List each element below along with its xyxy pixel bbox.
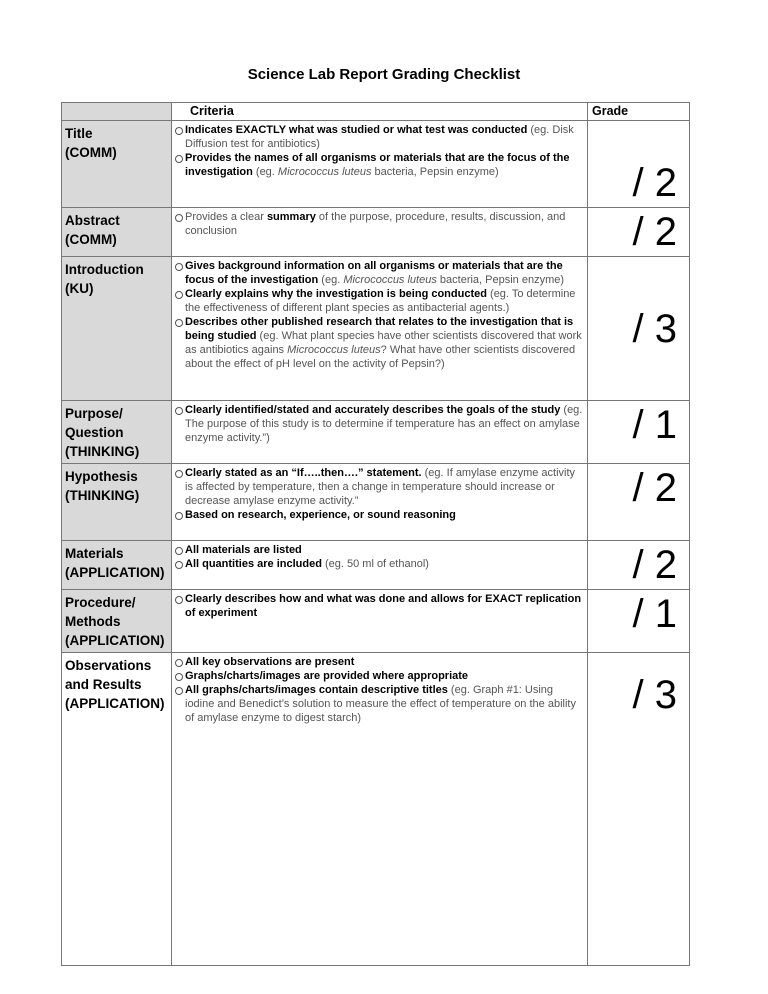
criteria-item — [175, 151, 584, 179]
criteria-item — [175, 669, 584, 683]
grade-score: / 2 — [588, 541, 690, 590]
criteria-text: Provides a clear — [185, 211, 267, 223]
row-label-line: (APPLICATION) — [65, 696, 165, 711]
grading-table — [61, 102, 690, 966]
row-label — [62, 653, 172, 966]
row-label — [62, 541, 172, 590]
criteria-item — [175, 655, 584, 669]
row-label-line: Introduction — [65, 262, 144, 277]
table-row — [62, 208, 690, 257]
row-label-line: Methods — [65, 614, 121, 629]
criteria-cell — [172, 401, 588, 464]
criteria-text: Indicates EXACTLY what was studied or what test was conducted — [185, 124, 528, 136]
grade-score: / 3 — [588, 257, 690, 401]
row-label-line: (COMM) — [65, 145, 117, 160]
criteria-text: (eg. Disk Diffusion test for antibiotics) — [185, 124, 574, 150]
criteria-item — [175, 123, 584, 151]
criteria-text: (eg. What plant species have other scientists discovered that work as antibiotics agains — [185, 330, 582, 356]
criteria-item — [175, 466, 584, 508]
criteria-cell — [172, 121, 588, 208]
grade-score: / 1 — [588, 401, 690, 464]
criteria-text: (eg. Graph #1: Using iodine and Benedict’s solution to measure the effect of temperature on the ability of amylase enzyme to digest starch) — [185, 684, 576, 724]
criteria-text: (eg. — [252, 166, 278, 178]
table-row — [62, 590, 690, 653]
criteria-cell — [172, 590, 588, 653]
row-label — [62, 401, 172, 464]
row-label-line: (KU) — [65, 281, 94, 296]
row-label — [62, 121, 172, 208]
criteria-text: All materials are listed — [185, 544, 302, 556]
criteria-text: All quantities are included — [185, 558, 322, 570]
criteria-text: Clearly describes how and what was done and allows for EXACT replication of experiment — [185, 593, 582, 619]
criteria-text: Micrococcus luteus — [343, 274, 437, 286]
row-label-line: Materials — [65, 546, 124, 561]
criteria-item — [175, 287, 584, 315]
criteria-text: Clearly stated as an “If…..then….” statement. — [185, 467, 422, 479]
criteria-text: bacteria, Pepsin enzyme) — [371, 166, 499, 178]
row-label — [62, 208, 172, 257]
row-label-line: Abstract — [65, 213, 120, 228]
criteria-text: (eg. If amylase enzyme activity is affected by temperature, then a change in temperature should increase or decrease amylase enzyme activity.” — [185, 467, 576, 507]
grade-score: / 1 — [588, 590, 690, 653]
row-label-line: (APPLICATION) — [65, 633, 165, 648]
criteria-item — [175, 259, 584, 287]
row-label-line: (APPLICATION) — [65, 565, 165, 580]
criteria-text: Clearly explains why the investigation is being conducted — [185, 288, 487, 300]
row-label — [62, 464, 172, 541]
criteria-item — [175, 543, 584, 557]
criteria-text: All key observations are present — [185, 656, 355, 668]
criteria-text: Describes other published research that relates to the investigation that is being studied — [185, 316, 574, 342]
criteria-text: Gives background information on all organisms or materials that are the focus of the investigation — [185, 260, 563, 286]
grade-score: / 2 — [588, 464, 690, 541]
criteria-text: Micrococcus luteus — [277, 166, 372, 178]
criteria-text: Micrococcus luteus — [287, 344, 381, 356]
grade-score: / 2 — [588, 121, 690, 208]
criteria-text: (eg. — [318, 274, 344, 286]
criteria-text: All graphs/charts/images contain descriptive titles — [185, 684, 448, 696]
criteria-text: (eg. To determine the effectiveness of different plant species as antibacterial agents.) — [185, 288, 576, 314]
criteria-text: Based on research, experience, or sound reasoning — [185, 509, 456, 521]
criteria-item — [175, 557, 584, 571]
criteria-text: (eg. The purpose of this study is to determine if temperature has an effect on amylase enzyme activity.”) — [185, 404, 583, 444]
table-row — [62, 541, 690, 590]
criteria-text: Provides the names of all organisms or materials that are the focus of the investigation — [185, 152, 570, 178]
grade-score: / 3 — [588, 653, 690, 966]
criteria-cell — [172, 653, 588, 966]
row-label-line: Observations — [65, 658, 152, 673]
criteria-cell — [172, 541, 588, 590]
criteria-text: of the purpose, procedure, results, discussion, and conclusion — [185, 211, 566, 237]
table-row — [62, 121, 690, 208]
table-row — [62, 401, 690, 464]
criteria-item — [175, 592, 584, 620]
criteria-text: summary — [266, 211, 316, 223]
criteria-text: ? What have other scientists discovered about the effect of pH level on the activity of Pepsin?) — [185, 344, 576, 370]
header-row — [62, 103, 690, 121]
criteria-header: Criteria — [172, 103, 588, 121]
criteria-text: (eg. 50 ml of ethanol) — [321, 558, 429, 570]
row-label-line: (COMM) — [65, 232, 117, 247]
criteria-item — [175, 210, 584, 238]
criteria-cell — [172, 208, 588, 257]
document-title: Science Lab Report Grading Checklist — [247, 66, 521, 83]
criteria-cell — [172, 464, 588, 541]
row-label-line: (THINKING) — [65, 488, 140, 503]
criteria-item — [175, 315, 584, 371]
criteria-item — [175, 403, 584, 445]
criteria-cell — [172, 257, 588, 401]
table-row — [62, 257, 690, 401]
criteria-text: bacteria, Pepsin enzyme) — [436, 274, 565, 286]
row-label-line: Question — [65, 425, 124, 440]
row-label-line: Purpose/ — [65, 406, 123, 421]
grade-score: / 2 — [588, 208, 690, 257]
table-row — [62, 464, 690, 541]
criteria-text: Graphs/charts/images are provided where appropriate — [185, 670, 469, 682]
grade-header: Grade — [588, 103, 690, 121]
row-label-line: Title — [65, 126, 93, 141]
criteria-item — [175, 508, 584, 522]
row-label — [62, 590, 172, 653]
row-label-line: and Results — [65, 677, 142, 692]
row-label-line: Procedure/ — [65, 595, 136, 610]
criteria-text: Clearly identified/stated and accurately describes the goals of the study — [185, 404, 561, 416]
row-label-line: Hypothesis — [65, 469, 138, 484]
row-label — [62, 257, 172, 401]
row-label-line: (THINKING) — [65, 444, 140, 459]
table-row — [62, 653, 690, 966]
criteria-item — [175, 683, 584, 725]
